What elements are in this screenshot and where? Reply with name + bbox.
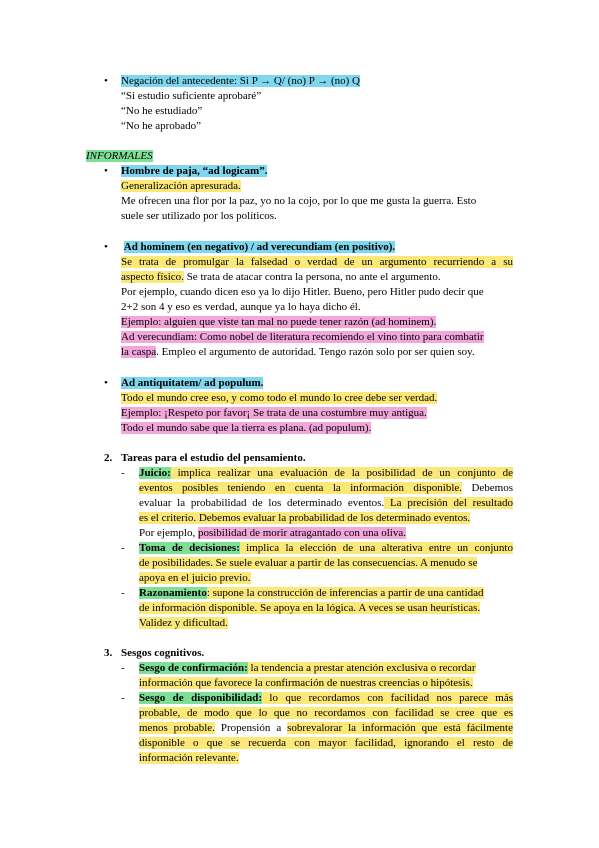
dash-icon: - — [121, 467, 125, 479]
section-number: 2. — [104, 452, 113, 464]
tareas-title: Tareas para el estudio del pensamiento. — [121, 452, 306, 464]
populum-example: Ejemplo: ¡Respeto por favor¡ Se trata de una costumbre muy antigua. — [121, 407, 427, 419]
hominem-line-3: Por ejemplo, cuando dicen eso ya lo dijo Hitler. Bueno, pero Hitler pudo decir que — [121, 286, 484, 298]
dash-icon: - — [121, 587, 125, 599]
populum-section — [121, 376, 513, 436]
dash-icon: - — [121, 542, 125, 554]
disponibilidad-text-3c: sobrevalorar la información que está fácilmente — [287, 722, 513, 734]
disponibilidad-label: Sesgo de disponibilidad: — [139, 692, 263, 704]
disponibilidad-text-3b: Propensión a — [214, 722, 288, 734]
juicio-text-5a: Por ejemplo, — [139, 527, 198, 539]
hominem-text-2: aspecto físico. — [121, 271, 184, 283]
juicio-text-4: es el criterio. Debemos evaluar la probabilidad de los determinado eventos. — [139, 512, 471, 524]
populum-example-2: Todo el mundo sabe que la tierra es plana. (ad populum). — [121, 422, 372, 434]
razon-text-3: Validez y dificultad. — [139, 617, 228, 629]
confirmacion-label: Sesgo de confirmación: — [139, 662, 248, 674]
hominem-title: Ad hominem (en negativo) / ad verecundiam (en positivo). — [123, 241, 396, 253]
hominem-line-4: 2+2 son 4 y eso es verdad, aunque ya lo haya dicho él. — [121, 301, 361, 313]
dash-icon: - — [121, 662, 125, 674]
juicio-text-1: implica realizar una evaluación de la posibilidad de un conjunto de — [170, 467, 513, 479]
disponibilidad-text-4: disponible o que se recuerda con mayor facilidad, ignorando el resto de — [139, 737, 513, 749]
bullet-icon: • — [104, 165, 108, 177]
sesgos-title: Sesgos cognitivos. — [121, 647, 205, 659]
verecundiam-text-3: . Empleo el argumento de autoridad. Tengo razón solo por ser quien soy. — [156, 346, 475, 358]
hominem-text-1: Se trata de promulgar la falsedad o verdad de un argumento recurriendo a su — [121, 256, 513, 268]
hominem-section — [121, 240, 513, 360]
populum-text: Todo el mundo cree eso, y como todo el mundo lo cree debe ser verdad. — [121, 392, 438, 404]
negacion-section — [121, 74, 360, 134]
juicio-text-2: eventos posibles teniendo en cuenta la información disponible. — [139, 482, 463, 494]
toma-text-3: apoya en el juicio previo. — [139, 572, 251, 584]
confirmacion-text-2: información que favorece la confirmación de nuestras creencias o hipótesis. — [139, 677, 473, 689]
disponibilidad-text-3: menos probable. — [139, 722, 215, 734]
razon-text-1: : supone la construcción de inferencias a partir de una cantidad — [206, 587, 484, 599]
disponibilidad-item — [139, 691, 513, 766]
paja-section — [121, 164, 513, 224]
negacion-line-1: “Si estudio suficiente aprobaré” — [121, 90, 262, 102]
toma-item — [139, 541, 513, 586]
disponibilidad-text-5: información relevante. — [139, 752, 239, 764]
juicio-label: Juicio: — [139, 467, 171, 479]
hominem-example: Ejemplo: alguien que viste tan mal no puede tener razón (ad hominem). — [121, 316, 437, 328]
negacion-line-2: “No he estudiado” — [121, 105, 203, 117]
informales-heading: INFORMALES — [86, 150, 153, 162]
toma-label: Toma de decisiones: — [139, 542, 240, 554]
hominem-text-2b: Se trata de atacar contra la persona, no ante el argumento. — [183, 271, 441, 283]
toma-text-2: de posibilidades. Se suele evaluar a partir de las consecuencias. A menudo se — [139, 557, 478, 569]
disponibilidad-text-1: lo que recordamos con facilidad nos parece más — [262, 692, 513, 704]
juicio-text-3: evaluar la probabilidad de los determinado eventos. — [139, 497, 385, 509]
razon-text-2: de información disponible. Se apoya en la lógica. A veces se usan heurísticas. — [139, 602, 481, 614]
razon-label: Razonamiento — [139, 587, 207, 599]
negacion-line-3: “No he aprobado” — [121, 120, 202, 132]
verecundiam-text: Ad verecundiam: Como nobel de literatura recomiendo el vino tinto para combatir — [121, 331, 484, 343]
bullet-icon: • — [104, 75, 108, 87]
paja-line-2: suele ser utilizado por los políticos. — [121, 210, 277, 222]
populum-title: Ad antiquitatem/ ad populum. — [121, 377, 264, 389]
verecundiam-text-2: la caspa — [121, 346, 157, 358]
juicio-text-3b: La precisión del resultado — [384, 497, 513, 509]
bullet-icon: • — [104, 241, 108, 253]
confirmacion-text-1: la tendencia a prestar atención exclusiva o recordar — [247, 662, 476, 674]
paja-highlight: Generalización apresurada. — [121, 180, 241, 192]
bullet-icon: • — [104, 377, 108, 389]
razon-item — [139, 586, 513, 631]
section-number: 3. — [104, 647, 113, 659]
negacion-title: Negación del antecedente: Si P → Q/ (no) P → (no) Q — [121, 75, 360, 87]
juicio-text-2b: Debemos — [462, 482, 514, 494]
toma-text-1: implica la elección de una alterativa entre un conjunto — [239, 542, 513, 554]
disponibilidad-text-2: probable, de modo que lo que no recordamos con facilidad se cree que es — [139, 707, 513, 719]
dash-icon: - — [121, 692, 125, 704]
paja-title: Hombre de paja, “ad logicam”. — [121, 165, 268, 177]
juicio-example: posibilidad de morir atragantado con una oliva. — [197, 527, 406, 539]
paja-line-1: Me ofrecen una flor por la paz, yo no la cojo, por lo que me gusta la guerra. Esto — [121, 195, 477, 207]
confirmacion-item — [139, 661, 513, 691]
juicio-item — [139, 466, 513, 541]
